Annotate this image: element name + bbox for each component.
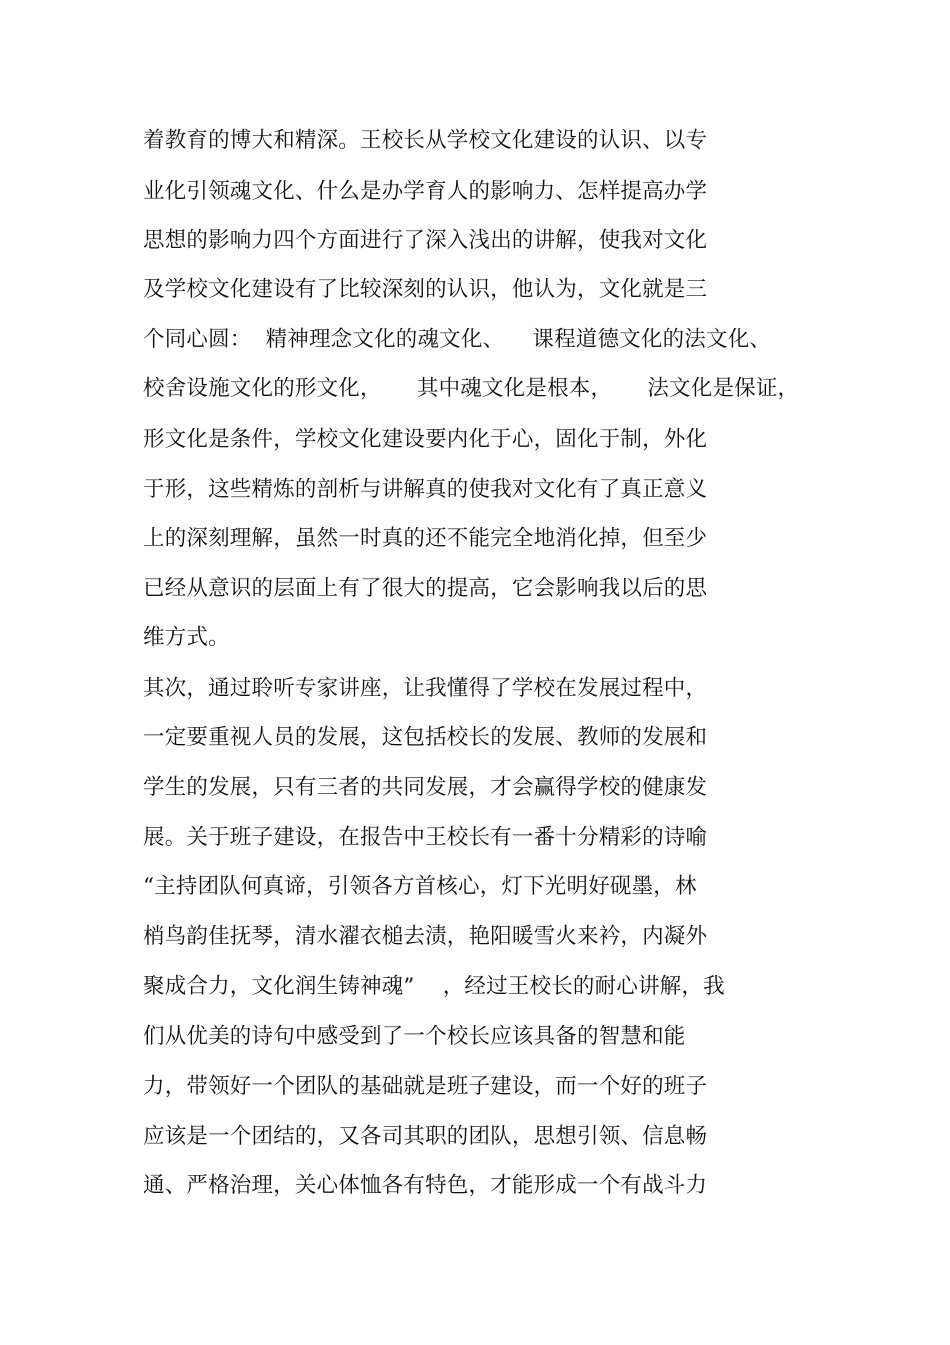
text-line: 思想的影响力四个方面进行了深入浅出的讲解，使我对文化 (143, 228, 708, 253)
text-line: 梢鸟韵佳抚琴，清水濯衣槌去渍，艳阳暖雪火来衿，内凝外 (143, 924, 708, 949)
text-line: 其次，通过聆听专家讲座，让我懂得了学校在发展过程中， (143, 676, 708, 701)
text-line: 通、严格治理，关心体恤各有特色，才能形成一个有战斗力 (143, 1173, 708, 1198)
text-line: 已经从意识的层面上有了很大的提高，它会影响我以后的思 (143, 576, 708, 601)
text-line: 业化引领魂文化、什么是办学育人的影响力、怎样提高办学 (143, 179, 708, 204)
text-line: 应该是一个团结的，又各司其职的团队，思想引领、信息畅 (143, 1124, 708, 1149)
text-line: 及学校文化建设有了比较深刻的认识，他认为，文化就是三 (143, 277, 708, 302)
text-line: “主持团队何真谛，引领各方首核心，灯下光明好砚墨，林 (143, 874, 697, 899)
text-line: 力，带领好一个团队的基础就是班子建设，而一个好的班子 (143, 1074, 708, 1099)
text-line: 形文化是条件，学校文化建设要内化于心，固化于制，外化 (143, 427, 708, 452)
text-line: 聚成合力，文化润生铸神魂” ，经过王校长的耐心讲解，我 (143, 974, 725, 999)
text-line: 一定要重视人员的发展，这包括校长的发展、教师的发展和 (143, 725, 708, 750)
text-line: 上的深刻理解，虽然一时真的还不能完全地消化掉，但至少 (143, 526, 708, 551)
text-line: 于形，这些精炼的剖析与讲解真的使我对文化有了真正意义 (143, 477, 708, 502)
text-line: 着教育的博大和精深。王校长从学校文化建设的认识、以专 (143, 128, 708, 153)
text-line: 学生的发展，只有三者的共同发展，才会赢得学校的健康发 (143, 775, 708, 800)
text-line: 们从优美的诗句中感受到了一个校长应该具备的智慧和能 (143, 1024, 686, 1049)
text-line: 个同心圆： 精神理念文化的魂文化、 课程道德文化的法文化、 (143, 327, 772, 352)
text-line: 维方式。 (143, 625, 230, 650)
text-line: 展。关于班子建设，在报告中王校长有一番十分精彩的诗喻 (143, 825, 708, 850)
text-line: 校舍设施文化的形文化， 其中魂文化是根本， 法文化是保证， (143, 376, 800, 401)
